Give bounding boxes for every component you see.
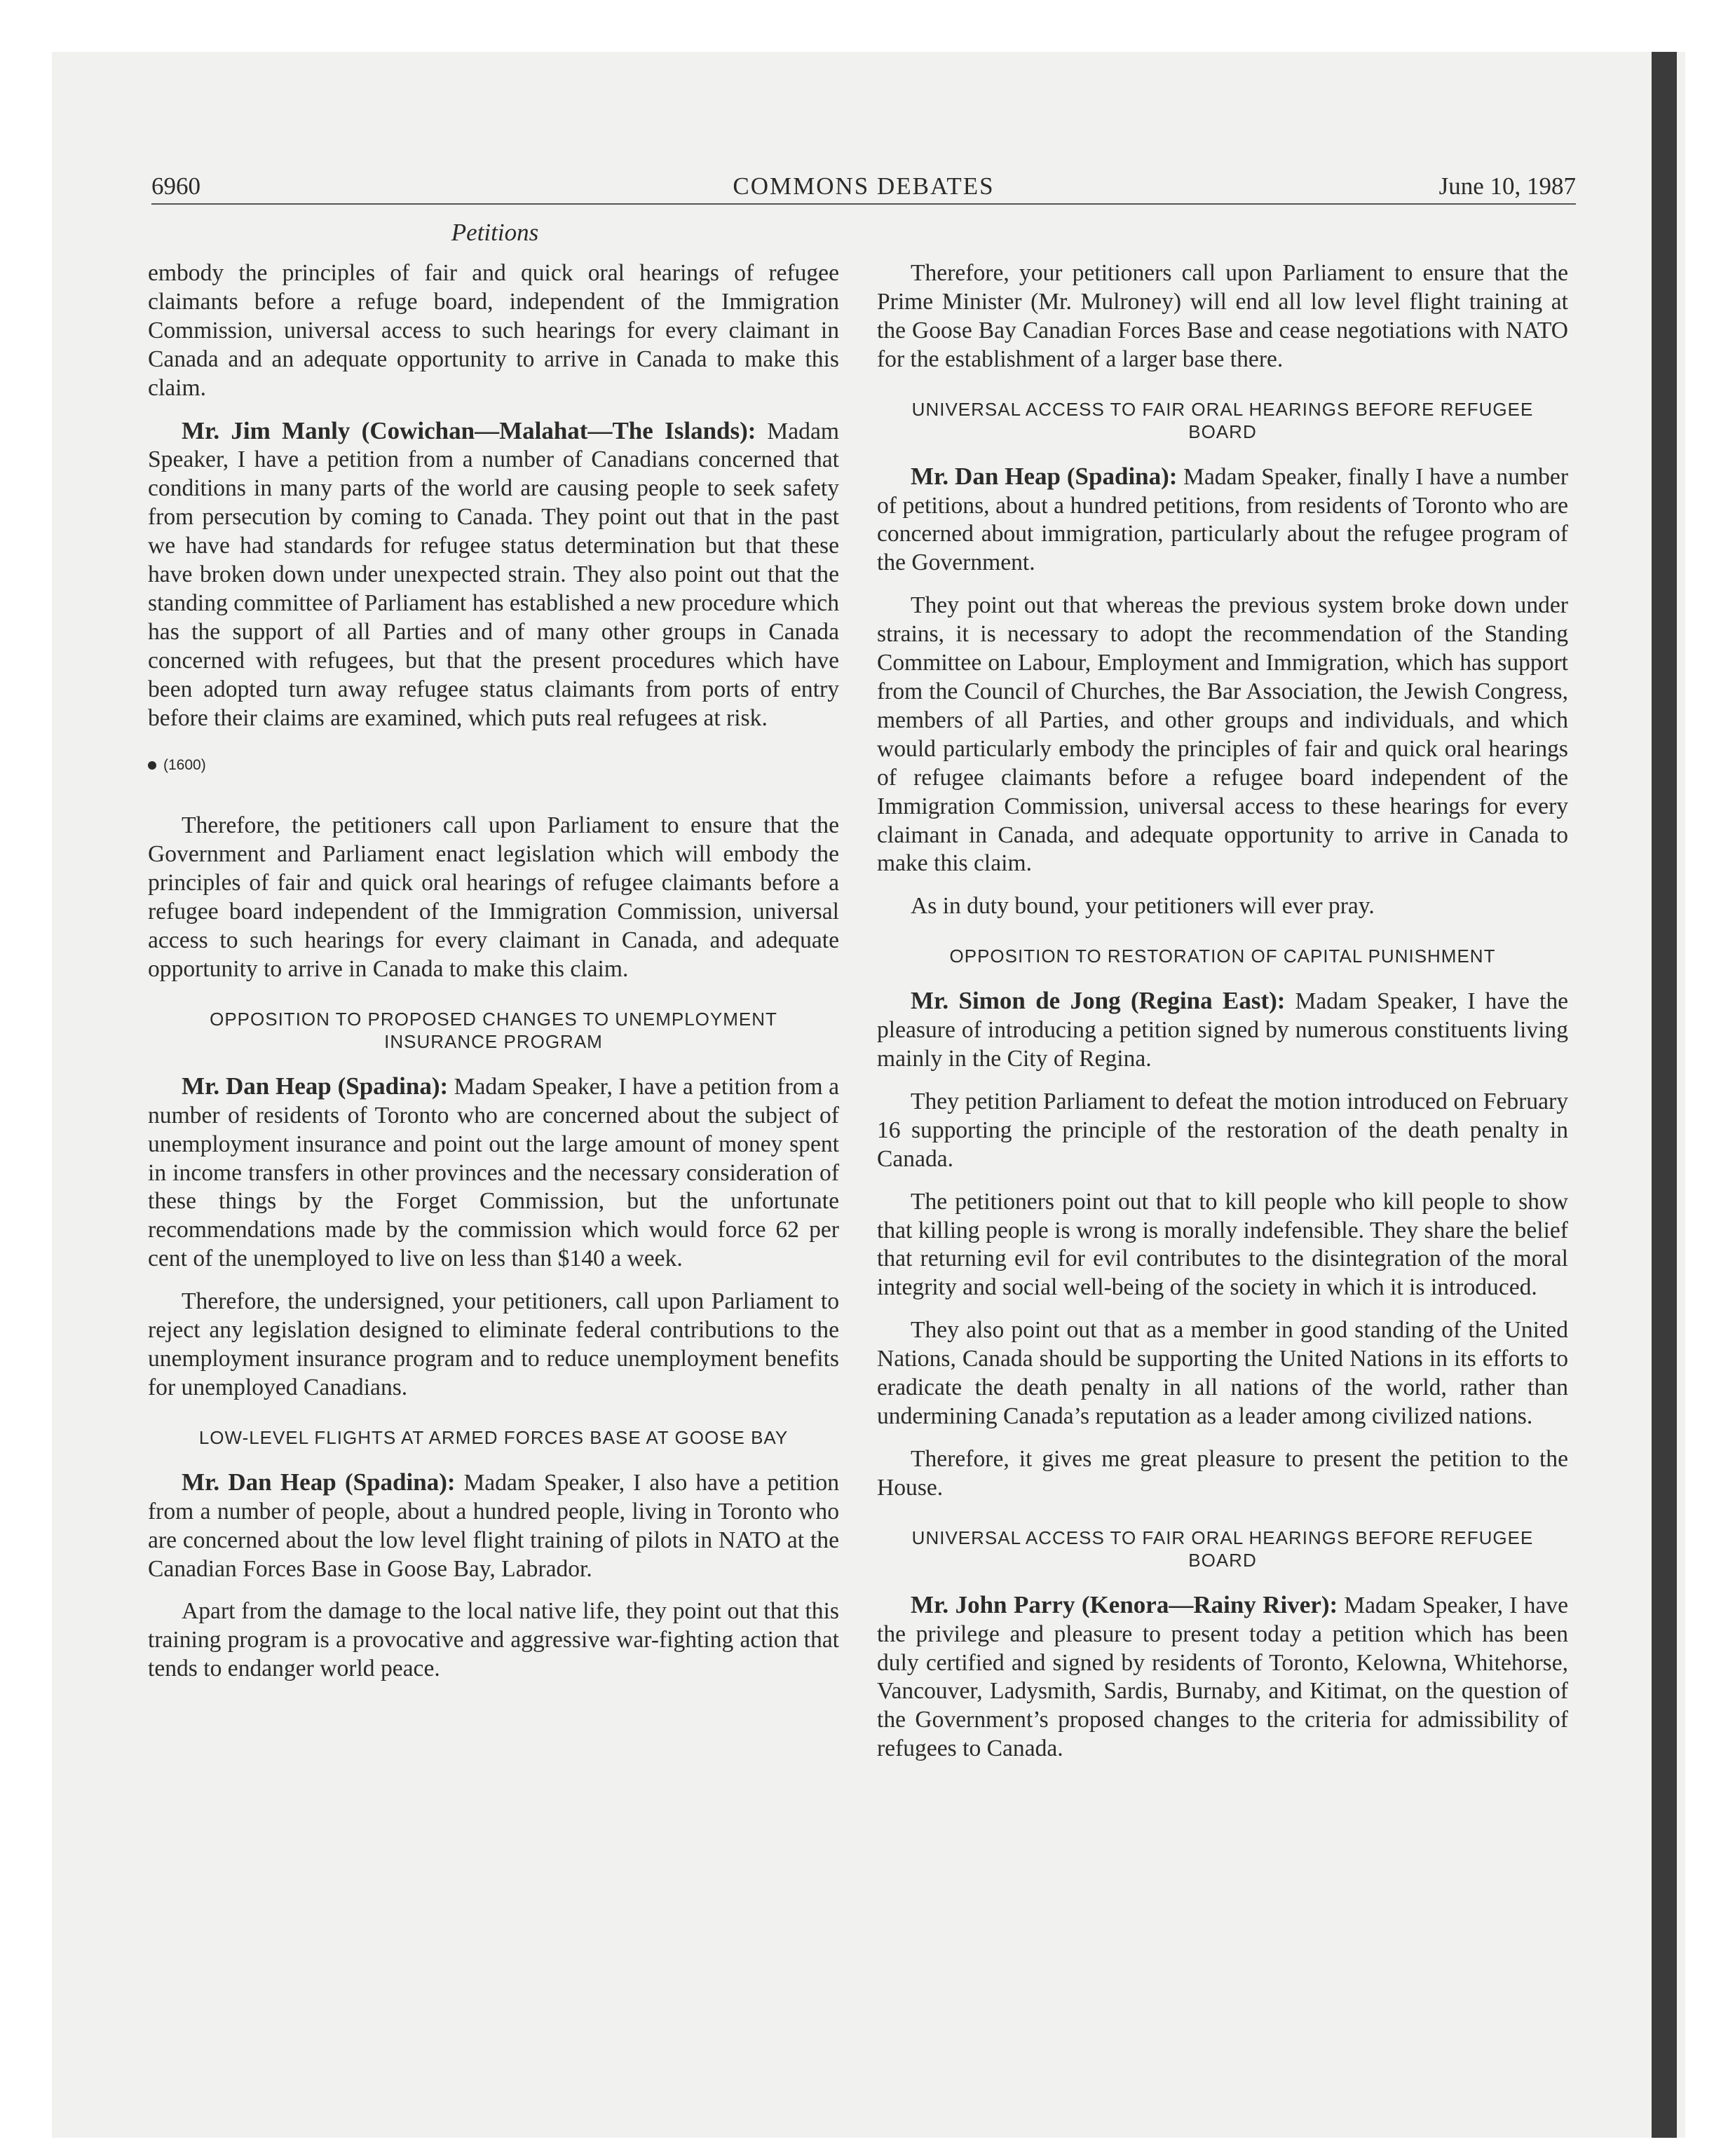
paragraph: They petition Parliament to defeat the motion introduced on February 16 supporting the principle of the restoration of the death penalty in Canada.	[877, 1088, 1568, 1172]
paragraph: Therefore, it gives me great pleasure to present the petition to the House.	[877, 1445, 1568, 1501]
speech-text: Madam Speaker, I have a petition from a number of Canadians concerned that conditions in many parts of the world are causing people to seek safety from persecution by coming to Canada. They point out that in the past we have had standards for refugee status determination but that these have broken down under unexpected strain. They also point out that the standing committee of Parliament has established a new procedure which has the support of all Parties and of many other groups in Canada concerned with refugees, but that the present procedures which have been adopted turn away refugee status claimants from ports of entry before their claims are examined, which puts real refugees at risk.	[148, 418, 839, 731]
paragraph: Therefore, the petitioners call upon Parliament to ensure that the Government and Parliament enact legislation which will embody the principles of fair and quick oral hearings of refugee claimants before a refugee board independent of the Immigration Commission, universal access to such hearings for every claimant in Canada, and adequate opportunity to arrive in Canada to make this claim.	[148, 812, 839, 982]
time-marker	[148, 751, 839, 780]
paragraph: Apart from the damage to the local native life, they point out that this training program is a provocative and aggressive war-fighting action that tends to endanger world peace.	[148, 1598, 839, 1682]
page-number: 6960	[151, 172, 200, 200]
speaker-name: Mr. Dan Heap (Spadina):	[182, 1468, 456, 1496]
speech	[148, 417, 839, 733]
speech-text: Madam Speaker, finally I have a number of petitions, about a hundred petitions, from residents of Toronto who are concerned about immigration, particularly about the refugee program of the Government.	[877, 463, 1568, 576]
section-heading: OPPOSITION TO PROPOSED CHANGES TO UNEMPLOYMENT INSURANCE PROGRAM	[210, 1008, 777, 1052]
running-head: Petitions	[451, 219, 539, 246]
section-heading: UNIVERSAL ACCESS TO FAIR ORAL HEARINGS BEFORE REFUGEE BOARD	[911, 398, 1534, 442]
speaker-name: Mr. Dan Heap (Spadina):	[911, 462, 1178, 490]
speech	[877, 463, 1568, 578]
speech	[877, 987, 1568, 1074]
paragraph: The petitioners point out that to kill people who kill people to show that killing people is wrong is morally indefensible. They share the belief that returning evil for evil contributes to the disintegration of the moral integrity and social well-being of the society in which it is introduced.	[877, 1188, 1568, 1301]
time-stamp: (1600)	[163, 756, 206, 773]
section-heading: UNIVERSAL ACCESS TO FAIR ORAL HEARINGS BEFORE REFUGEE BOARD	[911, 1527, 1534, 1571]
speech-text: Madam Speaker, I have a petition from a number of residents of Toronto who are concerned about the subject of unemployment insurance and point out the large amount of money spent in income transfers in other provinces and the necessary consideration of these things by the Forget Commission, but the unfortunate recommendations made by the commission which would force 62 per cent of the unemployed to live on less than $140 a week.	[148, 1073, 839, 1272]
speech-text: Madam Speaker, I also have a petition from a number of people, about a hundred people, living in Toronto who are concerned about the low level flight training of pilots in NATO at the Canadian Forces Base in Goose Bay, Labrador.	[148, 1469, 839, 1582]
speech	[148, 1468, 839, 1584]
speaker-name: Mr. John Parry (Kenora—Rainy River):	[911, 1590, 1338, 1618]
speaker-name: Mr. Dan Heap (Spadina):	[182, 1072, 449, 1100]
left-column	[148, 259, 839, 1698]
speech	[148, 1072, 839, 1274]
paragraph: Therefore, the undersigned, your petitioners, call upon Parliament to reject any legislation designed to eliminate federal contributions to the unemployment insurance program and to reduce unemployment benefits for unemployed Canadians.	[148, 1288, 839, 1400]
binding-edge	[1652, 52, 1677, 2138]
page-header	[151, 172, 1576, 205]
speech-text: Madam Speaker, I have the pleasure of introducing a petition signed by numerous constituents living mainly in the City of Regina.	[877, 988, 1569, 1072]
section-heading: OPPOSITION TO RESTORATION OF CAPITAL PUNISHMENT	[949, 946, 1496, 967]
paragraph: As in duty bound, your petitioners will ever pray.	[911, 893, 1375, 920]
section-heading: LOW-LEVEL FLIGHTS AT ARMED FORCES BASE AT GOOSE BAY	[198, 1426, 789, 1448]
paragraph: embody the principles of fair and quick oral hearings of refugee claimants before a refuge board, independent of the Immigration Commission, universal access to such hearings for every claimant in Canada and an adequate opportunity to arrive in Canada to make this claim.	[148, 260, 839, 401]
publication-title: COMMONS DEBATES	[733, 172, 995, 200]
paragraph: They point out that whereas the previous system broke down under strains, it is necessary to adopt the recommendation of the Standing Committee on Labour, Employment and Immigration, which has support from the Council of Churches, the Bar Association, the Jewish Congress, members of all Parties, and other groups and individuals, and which would particularly embody the principles of fair and quick oral hearings of refugee claimants before a refugee board independent of the Immigration Commission, universal access to these hearings for every claimant in Canada, and adequate opportunity to arrive in Canada to make this claim.	[877, 592, 1568, 877]
publication-date: June 10, 1987	[1438, 172, 1576, 200]
right-column	[877, 259, 1568, 1778]
bullet-icon	[148, 761, 156, 770]
paragraph: Therefore, your petitioners call upon Parliament to ensure that the Prime Minister (Mr. Mulroney) will end all low level flight training at the Goose Bay Canadian Forces Base and cease negotiations with NATO for the establishment of a larger base there.	[877, 260, 1568, 372]
speech-text: Madam Speaker, I have the privilege and pleasure to present today a petition which has been duly certified and signed by residents of Toronto, Kelowna, Whitehorse, Vancouver, Ladysmith, Sardis, Burnaby, and Kitimat, on the question of the Government’s proposed changes to the criteria for admissibility of refugees to Canada.	[877, 1592, 1568, 1762]
paragraph: They also point out that as a member in good standing of the United Nations, Canada should be supporting the United Nations in its efforts to eradicate the death penalty in all nations of the world, rather than undermining Canada’s reputation as a leader among civilized nations.	[877, 1317, 1568, 1429]
speaker-name: Mr. Jim Manly (Cowichan—Malahat—The Islands):	[182, 416, 756, 444]
speech	[877, 1591, 1568, 1763]
speaker-name: Mr. Simon de Jong (Regina East):	[911, 987, 1286, 1015]
